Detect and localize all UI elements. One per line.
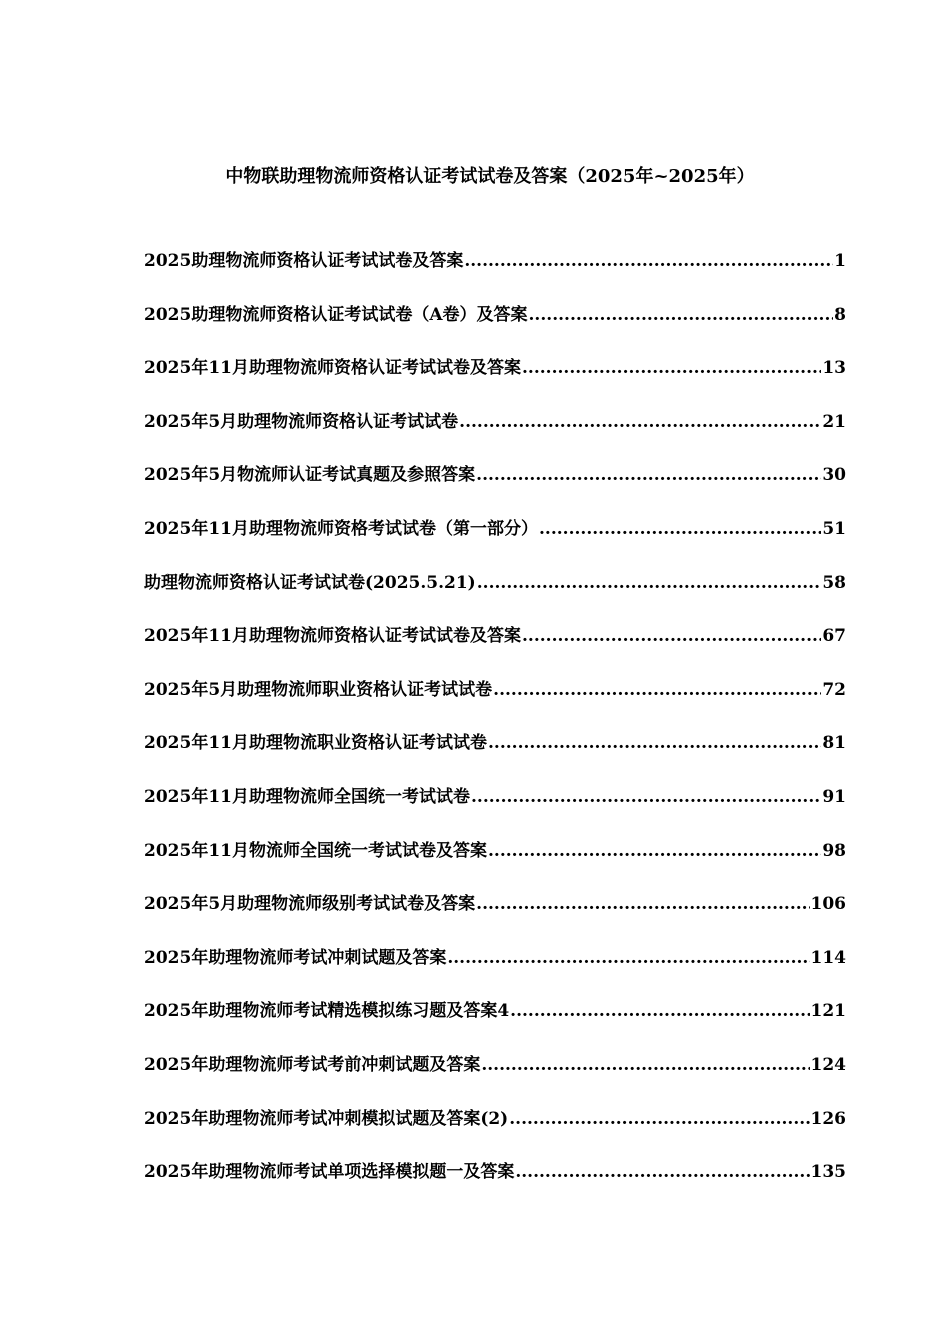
toc-page-number: 13 xyxy=(822,358,846,379)
toc-dot-leader xyxy=(493,676,821,704)
toc-dot-leader xyxy=(464,247,833,275)
toc-entry-title: 2025年11月物流师全国统一考试试卷及答案 xyxy=(144,840,487,861)
toc-page-number: 114 xyxy=(810,947,846,968)
toc-entry-title: 2025年5月物流师认证考试真题及参照答案 xyxy=(144,465,476,486)
toc-dot-leader xyxy=(529,301,834,329)
toc-dot-leader xyxy=(522,622,821,650)
toc-page-number: 51 xyxy=(822,518,846,539)
toc-entry[interactable] xyxy=(144,1051,846,1105)
toc-entry-title: 2025年11月助理物流师资格认证考试试卷及答案 xyxy=(144,626,521,647)
toc-dot-leader xyxy=(515,1158,809,1186)
toc-page-number: 67 xyxy=(822,626,846,647)
toc-entry-title: 2025年11月助理物流师全国统一考试试卷 xyxy=(144,786,470,807)
toc-page-number: 81 xyxy=(822,733,846,754)
toc-dot-leader xyxy=(476,461,821,489)
toc-entry-title: 2025年5月助理物流师级别考试试卷及答案 xyxy=(144,894,476,915)
toc-entry[interactable] xyxy=(144,997,846,1051)
toc-dot-leader xyxy=(459,408,821,436)
toc-dot-leader xyxy=(471,783,821,811)
toc-page-number: 121 xyxy=(810,1001,846,1022)
toc-dot-leader xyxy=(488,837,821,865)
toc-entry-title: 2025年11月助理物流师资格考试试卷（第一部分） xyxy=(144,518,538,539)
toc-entry[interactable] xyxy=(144,1105,846,1159)
toc-entry[interactable] xyxy=(144,354,846,408)
toc-dot-leader xyxy=(447,944,809,972)
toc-dot-leader xyxy=(476,890,809,918)
toc-entry-title: 2025年助理物流师考试精选模拟练习题及答案4 xyxy=(144,1001,510,1022)
toc-entry[interactable] xyxy=(144,569,846,623)
toc-entry-title: 2025年5月助理物流师资格认证考试试卷 xyxy=(144,411,459,432)
toc-entry[interactable] xyxy=(144,461,846,515)
toc-entry[interactable] xyxy=(144,676,846,730)
toc-entry-title: 2025年助理物流师考试单项选择模拟题一及答案 xyxy=(144,1162,515,1183)
toc-dot-leader xyxy=(477,569,822,597)
toc-entry-title: 2025年11月助理物流职业资格认证考试试卷 xyxy=(144,733,487,754)
toc-entry[interactable] xyxy=(144,729,846,783)
toc-page-number: 106 xyxy=(810,894,846,915)
toc-entry-title: 2025助理物流师资格认证考试试卷（A卷）及答案 xyxy=(144,304,528,325)
toc-dot-leader xyxy=(522,354,821,382)
toc-page-number: 91 xyxy=(822,786,846,807)
toc-dot-leader xyxy=(509,1105,809,1133)
toc-entry-title: 助理物流师资格认证考试试卷(2025.5.21) xyxy=(144,572,476,593)
toc-entry[interactable] xyxy=(144,837,846,891)
toc-entry-title: 2025年助理物流师考试冲刺模拟试题及答案(2) xyxy=(144,1108,509,1129)
toc-page-number: 1 xyxy=(834,251,846,271)
toc-dot-leader xyxy=(488,729,821,757)
toc-page-number: 98 xyxy=(822,840,846,861)
toc-entry[interactable] xyxy=(144,301,846,355)
toc-entry[interactable] xyxy=(144,783,846,837)
toc-entry[interactable] xyxy=(144,408,846,462)
toc-page-number: 21 xyxy=(822,411,846,432)
toc-entry-title: 2025年助理物流师考试考前冲刺试题及答案 xyxy=(144,1054,481,1075)
toc-entry-title: 2025年5月助理物流师职业资格认证考试试卷 xyxy=(144,679,493,700)
toc-entry[interactable] xyxy=(144,515,846,569)
toc-entry[interactable] xyxy=(144,247,846,301)
toc-entry[interactable] xyxy=(144,944,846,998)
document-title: 中物联助理物流师资格认证考试试卷及答案（2025年~2025年） xyxy=(225,166,755,187)
toc-entry[interactable] xyxy=(144,1158,846,1212)
toc-page-number: 30 xyxy=(822,465,846,486)
toc-entry[interactable] xyxy=(144,890,846,944)
toc-entry-title: 2025年11月助理物流师资格认证考试试卷及答案 xyxy=(144,358,521,379)
toc-dot-leader xyxy=(481,1051,809,1079)
toc-entry-title: 2025助理物流师资格认证考试试卷及答案 xyxy=(144,251,464,271)
toc-entry-title: 2025年助理物流师考试冲刺试题及答案 xyxy=(144,947,447,968)
toc-dot-leader xyxy=(539,515,821,543)
toc-dot-leader xyxy=(510,997,809,1025)
toc-page-number: 72 xyxy=(822,679,846,700)
toc-page-number: 135 xyxy=(810,1162,846,1183)
toc-page-number: 8 xyxy=(834,304,846,325)
table-of-contents xyxy=(144,247,846,1212)
toc-page-number: 58 xyxy=(822,572,846,593)
toc-page-number: 124 xyxy=(810,1054,846,1075)
toc-page-number: 126 xyxy=(810,1108,846,1129)
toc-entry[interactable] xyxy=(144,622,846,676)
